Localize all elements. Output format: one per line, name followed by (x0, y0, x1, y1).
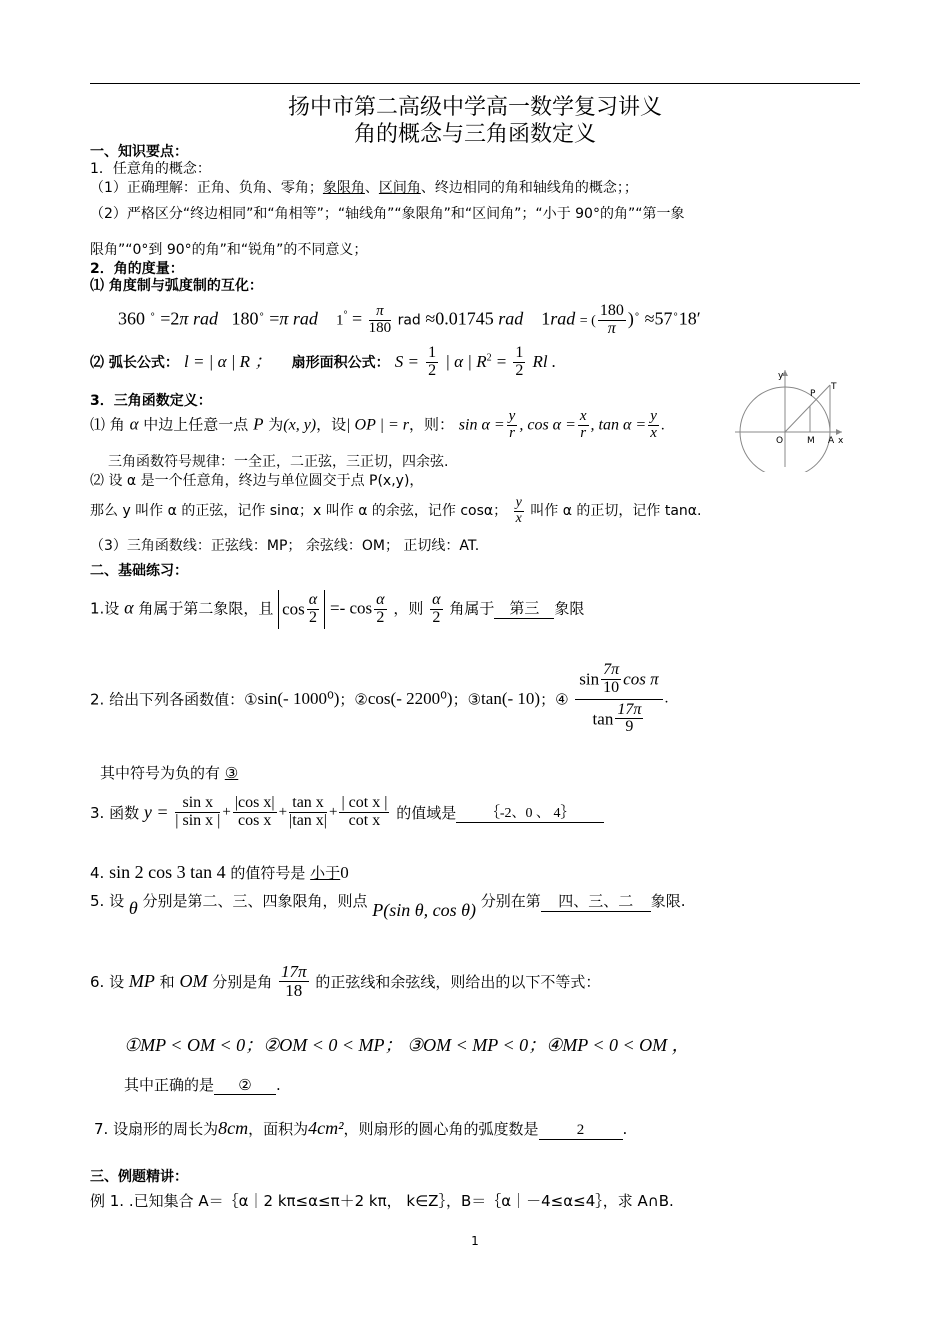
p3-2b-b: 叫作 α 的正切，记作 tanα. (530, 503, 702, 520)
q5-d: 象限. (650, 892, 686, 910)
yx2-den: x (515, 510, 522, 526)
s1-p1-1-b: 、终边相同的角和轴线角的概念；； (420, 180, 638, 196)
arc-sector-line (90, 345, 556, 380)
conv-pi2: π (279, 308, 289, 329)
conv-min: 18′ (678, 308, 701, 329)
q1f1-den: 2 (309, 608, 317, 626)
s1-sep: 、 (364, 180, 379, 196)
q3-b: 的值域是 (396, 803, 457, 822)
q3f3-num: tan x (289, 795, 327, 813)
p3-2b-a: 那么 y 叫作 α 的正弦，记作 sinα；x 叫作 α 的余弦，记作 cosα； (90, 503, 508, 520)
q2-n-sin: sin (579, 669, 600, 689)
q7-c: ，则扇形的圆心角的弧度数是 (343, 1120, 539, 1138)
term-quadrant-angle: 象限角 (322, 180, 365, 196)
yx2-num: y (515, 495, 522, 510)
q5-b: 分别是第二、三、四象限角，则点 (142, 892, 368, 910)
q6-om: OM (179, 970, 208, 991)
question-3 (90, 795, 604, 830)
q6-mp: MP (128, 970, 155, 991)
s1-p3-2b (90, 496, 701, 526)
question-5 (90, 890, 686, 920)
q3-plus2: + (278, 803, 288, 820)
half1-den: 2 (428, 361, 437, 379)
fig-label-y: y (778, 371, 784, 381)
q2-10: 10 (603, 678, 620, 696)
header-rule (90, 83, 860, 84)
q2-v1: sin(- 1000⁰) (257, 689, 340, 709)
trig-definition-line (90, 409, 665, 442)
frac-half-2 (513, 345, 525, 380)
s1-p1-1 (90, 177, 638, 197)
x-axis-arrow (836, 429, 842, 435)
q5-theta: θ (128, 898, 138, 918)
s1-p3-2: ⑵ 设 α 是一个任意角，终边与单位圆交于点 P(x,y)， (90, 473, 424, 489)
q1-frac3 (430, 592, 442, 627)
q1-e: 象限 (554, 599, 585, 618)
conv-approx1: ≈0.01745 (425, 308, 494, 329)
q2-n-frac (601, 662, 621, 697)
def-tan: , tan α = (590, 416, 647, 434)
q1-eqm: =- cos (329, 598, 373, 618)
q4-expr: sin 2 cos 3 tan 4 (109, 862, 226, 882)
q4-answer: 小于 (310, 864, 341, 882)
def-sin: sin α = (458, 416, 505, 434)
s1-p1-1-a: （1）正确理解：正角、负角、零角； (90, 180, 323, 196)
example-1: 例 1. .已知集合 A＝｛α｜2 kπ≤α≤π＋2 kπ， k∈Z｝，B＝｛α｜－4≤α≤4｝，求 A∩B. (90, 1192, 674, 1210)
def-op: | OP | = r (346, 416, 409, 434)
half2-num: 1 (515, 344, 524, 361)
def-d: ，设 (316, 415, 347, 434)
question-2 (90, 662, 668, 736)
q3f4-num: | cot x | (341, 794, 388, 811)
q2-s2: ；③ (452, 690, 482, 709)
s1-p2-1: ⑴ 角度制与弧度制的互化： (90, 278, 263, 294)
half2-den: 2 (515, 361, 524, 379)
q1f3-num: α (432, 591, 441, 608)
term-interval-angle: 区间角 (378, 180, 421, 196)
q2-answer: ③ (224, 764, 239, 782)
conv-rad2: rad (292, 308, 318, 329)
conv-rad-plain: rad (397, 312, 421, 329)
q2-s3: ；④ (540, 690, 569, 709)
unit-circle-figure (730, 362, 850, 472)
frac-half-1 (426, 345, 438, 380)
fig-label-T: T (831, 382, 837, 392)
q2-9: 9 (625, 718, 634, 736)
def-e: ，则： (409, 415, 455, 434)
q3-frac2 (233, 795, 277, 830)
q1f2-den: 2 (376, 608, 385, 626)
fig-label-x: x (838, 436, 844, 446)
q1-frac2 (374, 592, 386, 627)
s1-p2: 2．角的度量： (90, 261, 184, 277)
fig-label-M: M (807, 436, 815, 446)
q7-perimeter: 8cm (218, 1118, 249, 1138)
conv-pi1: π (179, 308, 189, 329)
q1-frac1 (307, 592, 319, 627)
frac-y-r (507, 409, 518, 442)
conv-rad1: rad (192, 308, 218, 329)
q1-c: ，则 (393, 599, 424, 618)
fig-label-O: O (776, 436, 784, 446)
def-alpha: α (129, 414, 139, 434)
q5-point: P(sin θ, cos θ) (372, 900, 476, 920)
q6-a: 6. 设 (90, 972, 125, 991)
question-1 (90, 590, 584, 629)
frac-y-over-x (514, 496, 524, 526)
section3-heading: 三、例题精讲： (90, 1169, 188, 1185)
q2-d-tan: tan (592, 708, 614, 728)
q6-e: . (276, 1076, 281, 1094)
q7-d: . (622, 1120, 628, 1138)
xr-num: x (579, 408, 587, 424)
q2-end: . (664, 690, 669, 707)
conv-close: ) (627, 308, 634, 329)
q3-frac3 (289, 795, 327, 830)
conv-eq: = (269, 308, 280, 329)
q3f3-den: |tan x| (289, 811, 327, 829)
q3-plus3: + (329, 803, 338, 820)
frac2-den: π (607, 319, 616, 337)
q3-plus1: + (222, 803, 231, 820)
q6-b: 分别是角 (212, 972, 273, 991)
q4-c: 0 (340, 863, 349, 882)
q1-cos: cos (282, 599, 305, 619)
q6-c: 的正弦线和余弦线，则给出的以下不等式： (315, 972, 601, 991)
q1-d: 角属于 (449, 599, 495, 618)
def-dot: . (660, 417, 665, 434)
yr-den: r (509, 424, 515, 441)
q7-b: ，面积为 (248, 1120, 309, 1138)
s1-p3: 3．三角函数定义： (90, 393, 212, 409)
q4-b: 的值符号是 (230, 864, 306, 882)
conv-1: 1 (335, 312, 344, 329)
q3f1-den: | sin x | (175, 811, 221, 829)
q2-7pi: 7π (603, 661, 620, 678)
page-number: 1 (471, 1234, 479, 1248)
conv-approx2: ≈57 (644, 308, 673, 329)
conversion-formulas: 360 ∘ =2π rad 180∘ =π rad 1° = $\frac{\pi}{180}$ rad ≈0.01745 rad 1rad = ( $\frac{180}{\pi}$ )∘ ≈57∘18′ (118, 302, 701, 337)
sign-rule: 三角函数符号规律：一全正，二正弦，三正切，四余弦. (108, 454, 449, 470)
frac-den: 180 (368, 319, 392, 336)
q4-a: 4. (90, 864, 105, 882)
q5-c: 分别在第 (480, 892, 541, 910)
q2-v3: tan(- 10) (481, 689, 541, 709)
q6-d: 其中正确的是 (124, 1076, 215, 1094)
q2-big-num (575, 662, 662, 700)
q2-s1: ；② (339, 690, 368, 709)
section2-heading: 二、基础练习： (90, 563, 188, 579)
q1f3-den: 2 (432, 608, 441, 626)
q3-y: y = (143, 801, 169, 822)
q2-17pi: 17π (617, 700, 642, 718)
q2-a: 2. 给出下列各函数值：① (90, 690, 258, 709)
conv-360: 360 (118, 308, 145, 329)
s1-p1: 1．任意角的概念： (90, 161, 211, 177)
yx-den: x (650, 424, 657, 441)
frac-180-over-pi (598, 303, 626, 338)
q6-answer: ② (214, 1076, 276, 1095)
q2-v2: cos(- 2200⁰) (367, 689, 453, 709)
q1-alpha: α (124, 597, 134, 618)
q6-frac (279, 963, 309, 1000)
q6-and: 和 (159, 972, 175, 991)
conv-rad3: rad (498, 308, 524, 329)
q3-frac4 (339, 795, 389, 830)
q2-big-den (575, 700, 662, 737)
q7-area: 4cm² (308, 1118, 344, 1138)
q3f1-num: sin x (175, 795, 220, 813)
q6-answer-line (124, 1074, 281, 1095)
def-cos: , cos α = (519, 416, 576, 434)
q7-a: 7. 设扇形的周长为 (94, 1120, 219, 1138)
conv-eq3: = (351, 308, 363, 329)
def-a: ⑴ 角 (90, 415, 125, 434)
frac-num: π (369, 304, 392, 321)
sector-mid: | α | R (445, 351, 487, 371)
yr-num: y (508, 408, 516, 424)
question-7 (94, 1118, 627, 1140)
sector-sq: 2 (486, 352, 492, 364)
q5-answer: 四、三、二 (541, 890, 651, 912)
q3f2-den: cos x (238, 811, 272, 829)
half1-num: 1 (428, 344, 437, 361)
q3f2-num: |cos x| (234, 794, 275, 811)
sector-s: S = (394, 351, 419, 371)
q6-num: 17π (281, 962, 307, 981)
conv-eq4: = ( (579, 313, 596, 329)
q3f4-den: cot x (348, 811, 381, 829)
q2-n-cos: cos π (623, 669, 659, 689)
def-xy: (x, y) (283, 416, 317, 434)
q3-answer: ｛-2、0 、 4｝ (456, 802, 604, 823)
def-P: P (253, 414, 264, 434)
frac-pi-over-180 (369, 304, 392, 337)
frac-y-x (648, 409, 659, 442)
q6-den: 18 (285, 980, 303, 1000)
question-6 (90, 963, 600, 1000)
sector-label: 扇形面积公式： (291, 354, 390, 371)
arc-label: ⑵ 弧长公式： (90, 354, 179, 371)
doc-title: 扬中市第二高级中学高一数学复习讲义 (287, 95, 662, 120)
q1f1-num: α (308, 591, 318, 608)
q2-line2-text: 其中符号为负的有 (100, 764, 221, 782)
q3-a: 3. 函数 (90, 803, 140, 822)
def-c: 为 (268, 415, 284, 434)
conv-1rad: 1 (541, 308, 551, 329)
q7-answer: 2 (539, 1122, 623, 1140)
xr-den: r (580, 424, 587, 441)
section1-heading: 一、知识要点： (90, 144, 188, 160)
q6-inequalities: ①MP < OM < 0；②OM < 0 < MP； ③OM < MP < 0；④MP < 0 < OM ， (124, 1035, 690, 1055)
question-4 (90, 862, 349, 883)
q3-frac1 (175, 795, 220, 830)
conv-eq2: =2 (160, 308, 180, 329)
fig-label-P: P (810, 389, 816, 399)
q1-abs (278, 590, 325, 629)
s1-p1-2b: 限角”“0°到 90°的角”和“锐角”的不同意义； (90, 242, 368, 258)
sector-end: Rl . (532, 351, 557, 371)
frac2-num: 180 (599, 302, 624, 319)
arc-formula: l = | α | R ； (183, 351, 272, 371)
frac-x-r (578, 409, 589, 442)
q5-a: 5. 设 (90, 892, 125, 910)
s1-p3-3: （3）三角函数线：正弦线：MP； 余弦线：OM； 正切线：AT. (90, 538, 480, 554)
q1-answer: 第三 (494, 597, 554, 619)
q2-big-fraction (575, 662, 662, 736)
doc-subtitle: 角的概念与三角函数定义 (353, 122, 596, 147)
conv-deg: ° (343, 309, 348, 321)
q1-a: 1.设 (90, 599, 120, 618)
s1-p1-2a: （2）严格区分“终边相同”和“角相等”；“轴线角”“象限角”和“区间角”；“小于 90°的角”“第一象 (90, 206, 685, 222)
yx-num: y (650, 408, 657, 424)
q1-b: 角属于第二象限，且 (138, 599, 274, 618)
sector-eq: = (496, 351, 507, 371)
fig-label-A: A (828, 436, 835, 446)
conv-180: 180 (231, 308, 259, 329)
q2-line2 (100, 762, 238, 783)
q2-d-frac (615, 702, 643, 737)
def-b: 中边上任意一点 (143, 415, 249, 434)
conv-rad4: rad (550, 308, 576, 329)
q1f2-num: α (376, 591, 385, 608)
